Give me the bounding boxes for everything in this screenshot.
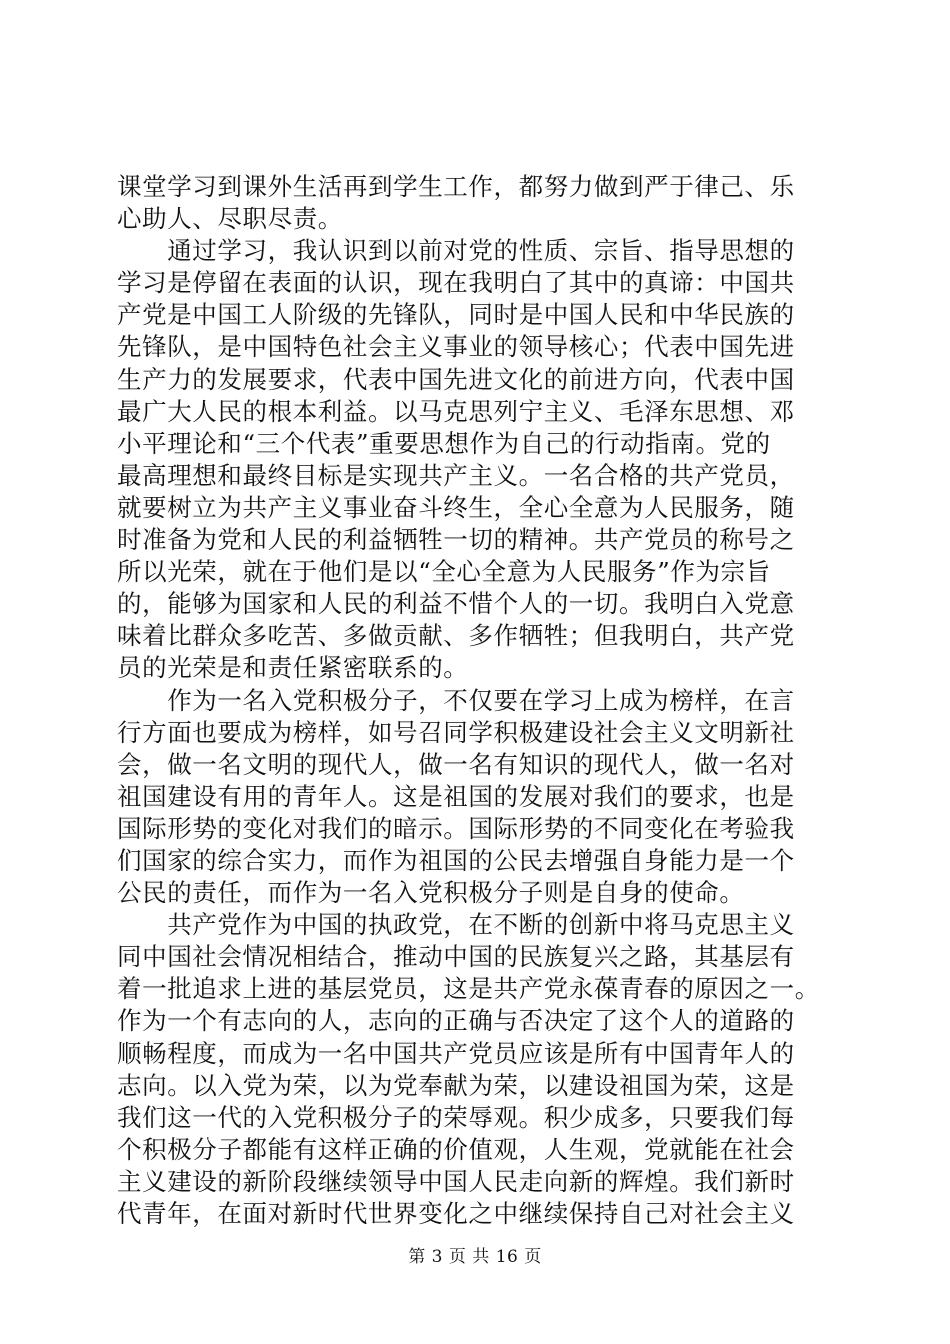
text-line: 就要树立为共产主义事业奋斗终生，全心全意为人民服务，随	[117, 492, 795, 522]
text-line: 们国家的综合实力，而作为祖国的公民去增强自身能力是一个	[117, 845, 795, 875]
body-text	[117, 171, 833, 1230]
text-line: 公民的责任，而作为一名入党积极分子则是自身的使命。	[117, 878, 745, 908]
page-number-label: 第 3 页 共 16 页	[408, 1247, 542, 1267]
text-line: 祖国建设有用的青年人。这是祖国的发展对我们的要求，也是	[117, 781, 795, 811]
text-line: 员的光荣是和责任紧密联系的。	[117, 653, 469, 683]
text-line: 着一批追求上进的基层党员，这是共产党永葆青春的原因之一。	[117, 974, 820, 1004]
text-line: 国际形势的变化对我们的暗示。国际形势的不同变化在考验我	[117, 813, 795, 843]
text-line: 通过学习，我认识到以前对党的性质、宗旨、指导思想的	[117, 236, 795, 266]
text-line: 心助人、尽职尽责。	[117, 204, 343, 234]
text-line: 共产党作为中国的执政党，在不断的创新中将马克思主义	[117, 910, 795, 940]
text-line: 学习是停留在表面的认识，现在我明白了其中的真谛：中国共	[117, 268, 795, 298]
text-line: 顺畅程度，而成为一名中国共产党员应该是所有中国青年人的	[117, 1038, 795, 1068]
text-line: 代青年，在面对新时代世界变化之中继续保持自己对社会主义	[117, 1199, 795, 1228]
text-line: 先锋队，是中国特色社会主义事业的领导核心；代表中国先进	[117, 332, 795, 362]
text-line: 同中国社会情况相结合，推动中国的民族复兴之路，其基层有	[117, 942, 795, 972]
text-line: 生产力的发展要求，代表中国先进文化的前进方向，代表中国	[117, 364, 795, 394]
text-line: 课堂学习到课外生活再到学生工作，都努力做到严于律己、乐	[117, 172, 795, 201]
text-line: 产党是中国工人阶级的先锋队，同时是中国人民和中华民族的	[117, 300, 795, 330]
text-line: 主义建设的新阶段继续领导中国人民走向新的辉煌。我们新时	[117, 1166, 795, 1196]
text-line: 最高理想和最终目标是实现共产主义。一名合格的共产党员，	[117, 460, 795, 490]
text-line: 我们这一代的入党积极分子的荣辱观。积少成多，只要我们每	[117, 1102, 795, 1132]
text-line: 会，做一名文明的现代人，做一名有知识的现代人，做一名对	[117, 749, 795, 779]
page-footer	[0, 1246, 950, 1268]
text-line: 志向。以入党为荣，以为党奉献为荣，以建设祖国为荣，这是	[117, 1070, 795, 1100]
text-line: 个积极分子都能有这样正确的价值观，人生观，党就能在社会	[117, 1134, 795, 1164]
text-line: 的，能够为国家和人民的利益不惜个人的一切。我明白入党意	[117, 589, 795, 619]
text-line: 小平理论和“三个代表”重要思想作为自己的行动指南。党的	[117, 428, 771, 458]
text-line: 行方面也要成为榜样，如号召同学积极建设社会主义文明新社	[117, 717, 795, 747]
text-line: 作为一个有志向的人，志向的正确与否决定了这个人的道路的	[117, 1006, 795, 1036]
text-line: 最广大人民的根本利益。以马克思列宁主义、毛泽东思想、邓	[117, 396, 795, 426]
text-line: 作为一名入党积极分子，不仅要在学习上成为榜样，在言	[117, 685, 795, 715]
text-line: 时准备为党和人民的利益牺牲一切的精神。共产党员的称号之	[117, 525, 795, 555]
text-line: 所以光荣，就在于他们是以“全心全意为人民服务”作为宗旨	[117, 557, 771, 587]
text-line: 味着比群众多吃苦、多做贡献、多作牺牲；但我明白，共产党	[117, 621, 795, 651]
